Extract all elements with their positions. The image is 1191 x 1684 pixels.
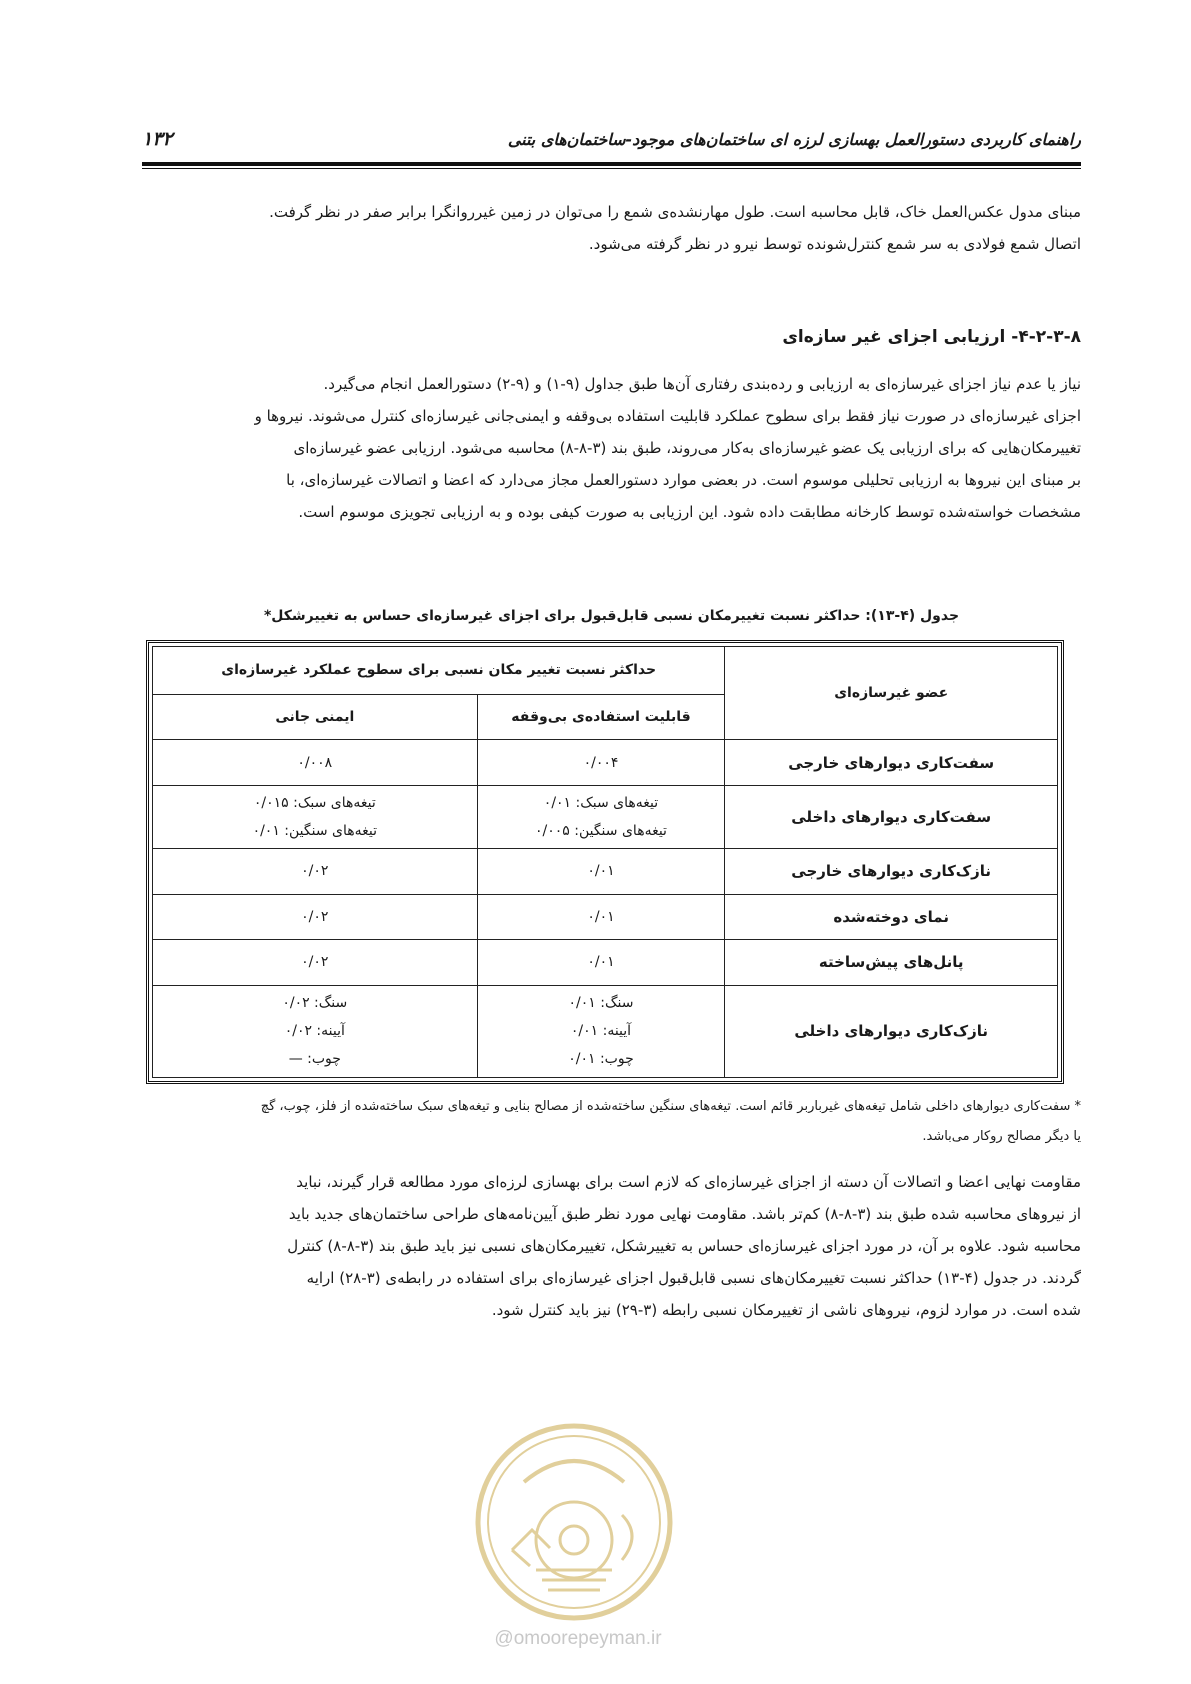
ls-value: ۰/۰۲ — [153, 894, 478, 940]
text-line: مشخصات خواسته‌شده توسط کارخانه مطابقت داده شود. این ارزیابی به صورت کیفی بوده و به ارزیابی تجویزی موسوم است. — [298, 503, 1081, 521]
member-cell: نازک‌کاری دیوارهای داخلی — [725, 985, 1058, 1077]
watermark-website: @omoorepeyman.ir — [494, 1628, 662, 1649]
text-line: اجزای غیرسازه‌ای در صورت نیاز فقط برای سطوح عملکرد قابلیت استفاده بی‌وقفه و ایمنی‌جانی غیرسازه‌ای کنترل می‌شوند. نیروها و — [254, 407, 1081, 425]
header-performance-levels: حداکثر نسبت تغییر مکان نسبی برای سطوح عملکرد غیرسازه‌ای — [153, 647, 725, 695]
table-row — [153, 985, 1058, 1077]
io-value: ۰/۰۱ — [477, 894, 725, 940]
text-line: اتصال شمع فولادی به سر شمع کنترل‌شونده توسط نیرو در نظر گرفته می‌شود. — [588, 235, 1081, 253]
value-line: چوب: ۰/۰۱ — [568, 1051, 634, 1068]
intro-paragraph — [142, 196, 1081, 260]
table-row — [153, 940, 1058, 986]
header-rule-thick — [142, 162, 1081, 166]
ls-value: ۰/۰۲ — [153, 940, 478, 986]
text-line: محاسبه شود. علاوه بر آن، در مورد اجزای غیرسازه‌ای حساس به تغییرشکل، تغییرمکان‌های نسبی نیز باید طبق بند (۳-۸-۸) کنترل — [287, 1237, 1081, 1255]
value-line: آیینه: ۰/۰۱ — [570, 1023, 632, 1040]
member-cell: سفت‌کاری دیوارهای داخلی — [725, 785, 1058, 848]
text-line: بر مبنای این نیروها به ارزیابی تحلیلی موسوم است. در بعضی موارد دستورالعمل مجاز می‌دارد که اعضا و اتصالات غیرسازه‌ای، با — [286, 471, 1081, 489]
table-footnote — [142, 1092, 1081, 1152]
text-line: گردند. در جدول (۴-۱۳) حداکثر نسبت تغییرمکان‌های نسبی قابل‌قبول اجزای غیرسازه‌ای برای استفاده در رابطه‌ی (۳-۲۸) ارایه — [306, 1269, 1081, 1287]
ls-value: ۰/۰۰۸ — [153, 740, 478, 786]
header-immediate-occupancy: قابلیت استفاده‌ی بی‌وقفه — [477, 694, 725, 740]
section-heading: ۴-۲-۳-۸- ارزیابی اجزای غیر سازه‌ای — [782, 327, 1081, 347]
io-value — [477, 785, 725, 848]
ls-value — [153, 785, 478, 848]
value-line: تیغه‌های سنگین: ۰/۰۱ — [252, 822, 378, 839]
header-title: راهنمای کاربردی دستورالعمل بهسازی لرزه ای ساختمان‌های موجود-ساختمان‌های بتنی — [507, 130, 1081, 149]
table-row — [153, 740, 1058, 786]
ls-value: ۰/۰۲ — [153, 849, 478, 895]
section-paragraph — [142, 368, 1081, 528]
page-number: ۱۳۲ — [142, 128, 173, 150]
closing-paragraph — [142, 1166, 1081, 1326]
header-rule-thin — [142, 168, 1081, 169]
table-row — [153, 785, 1058, 848]
io-value: ۰/۰۱ — [477, 849, 725, 895]
member-cell: سفت‌کاری دیوارهای خارجی — [725, 740, 1058, 786]
value-line: سنگ: ۰/۰۱ — [568, 995, 634, 1012]
header-member: عضو غیرسازه‌ای — [725, 647, 1058, 740]
text-line: مقاومت نهایی اعضا و اتصالات آن دسته از اجزای غیرسازه‌ای که لازم است برای بهسازی لرزه‌ای مورد مطالعه قرار گیرند، نباید — [296, 1173, 1081, 1191]
text-line: نیاز یا عدم نیاز اجزای غیرسازه‌ای به ارزیابی و رده‌بندی رفتاری آن‌ها طبق جداول (۹-۱) و (۹-۲) دستورالعمل انجام می‌گیرد. — [323, 375, 1081, 393]
table-grid — [152, 646, 1058, 1078]
ls-value — [153, 985, 478, 1077]
table-row — [153, 849, 1058, 895]
value-line: تیغه‌های سبک: ۰/۰۱۵ — [253, 794, 376, 811]
text-line: شده است. در موارد لزوم، نیروهای ناشی از تغییرمکان نسبی رابطه (۳-۲۹) نیز باید کنترل شود. — [491, 1301, 1081, 1319]
table-caption: جدول (۴-۱۳): حداکثر نسبت تغییرمکان نسبی قابل‌قبول برای اجزای غیرسازه‌ای حساس به تغییرشکل* — [263, 608, 960, 624]
value-line: سنگ: ۰/۰۲ — [282, 995, 348, 1012]
value-line: آیینه: ۰/۰۲ — [284, 1023, 345, 1040]
member-cell: نمای دوخته‌شده — [725, 894, 1058, 940]
footnote-line: یا دیگر مصالح روکار می‌باشد. — [922, 1129, 1081, 1144]
io-value — [477, 985, 725, 1077]
value-line: تیغه‌های سبک: ۰/۰۱ — [543, 794, 659, 811]
io-value: ۰/۰۰۴ — [477, 740, 725, 786]
value-line: تیغه‌های سنگین: ۰/۰۰۵ — [534, 822, 667, 839]
running-header — [142, 124, 1081, 154]
footnote-line: * سفت‌کاری دیوارهای داخلی شامل تیغه‌های غیرباربر قائم است. تیغه‌های سنگین ساخته‌شده از مصالح بنایی و تیغه‌های سبک ساخته‌شده از فلز، چوب، گچ — [260, 1099, 1081, 1114]
io-value: ۰/۰۱ — [477, 940, 725, 986]
text-line: تغییرمکان‌هایی که برای ارزیابی یک عضو غیرسازه‌ای به‌کار می‌روند، طبق بند (۳-۸-۸) محاسبه می‌شود. ارزیابی عضو غیرسازه‌ای — [293, 439, 1081, 457]
header-life-safety: ایمنی جانی — [153, 694, 478, 740]
member-cell: نازک‌کاری دیوارهای خارجی — [725, 849, 1058, 895]
text-line: از نیروهای محاسبه شده طبق بند (۳-۸-۸) کم‌تر باشد. مقاومت نهایی مورد نظر طبق آیین‌نامه‌های طراحی ساختمان‌های جدید باید — [288, 1205, 1081, 1223]
watermark-seal-logo — [472, 1420, 676, 1624]
value-line: چوب: — — [288, 1051, 341, 1068]
table-row — [153, 894, 1058, 940]
drift-ratio-table — [146, 640, 1064, 1084]
member-cell: پانل‌های پیش‌ساخته — [725, 940, 1058, 986]
text-line: مبنای مدول عکس‌العمل خاک، قابل محاسبه است. طول مهارنشده‌ی شمع را می‌توان در زمین غیرروانگرا برابر صفر در نظر گرفت. — [269, 203, 1081, 221]
